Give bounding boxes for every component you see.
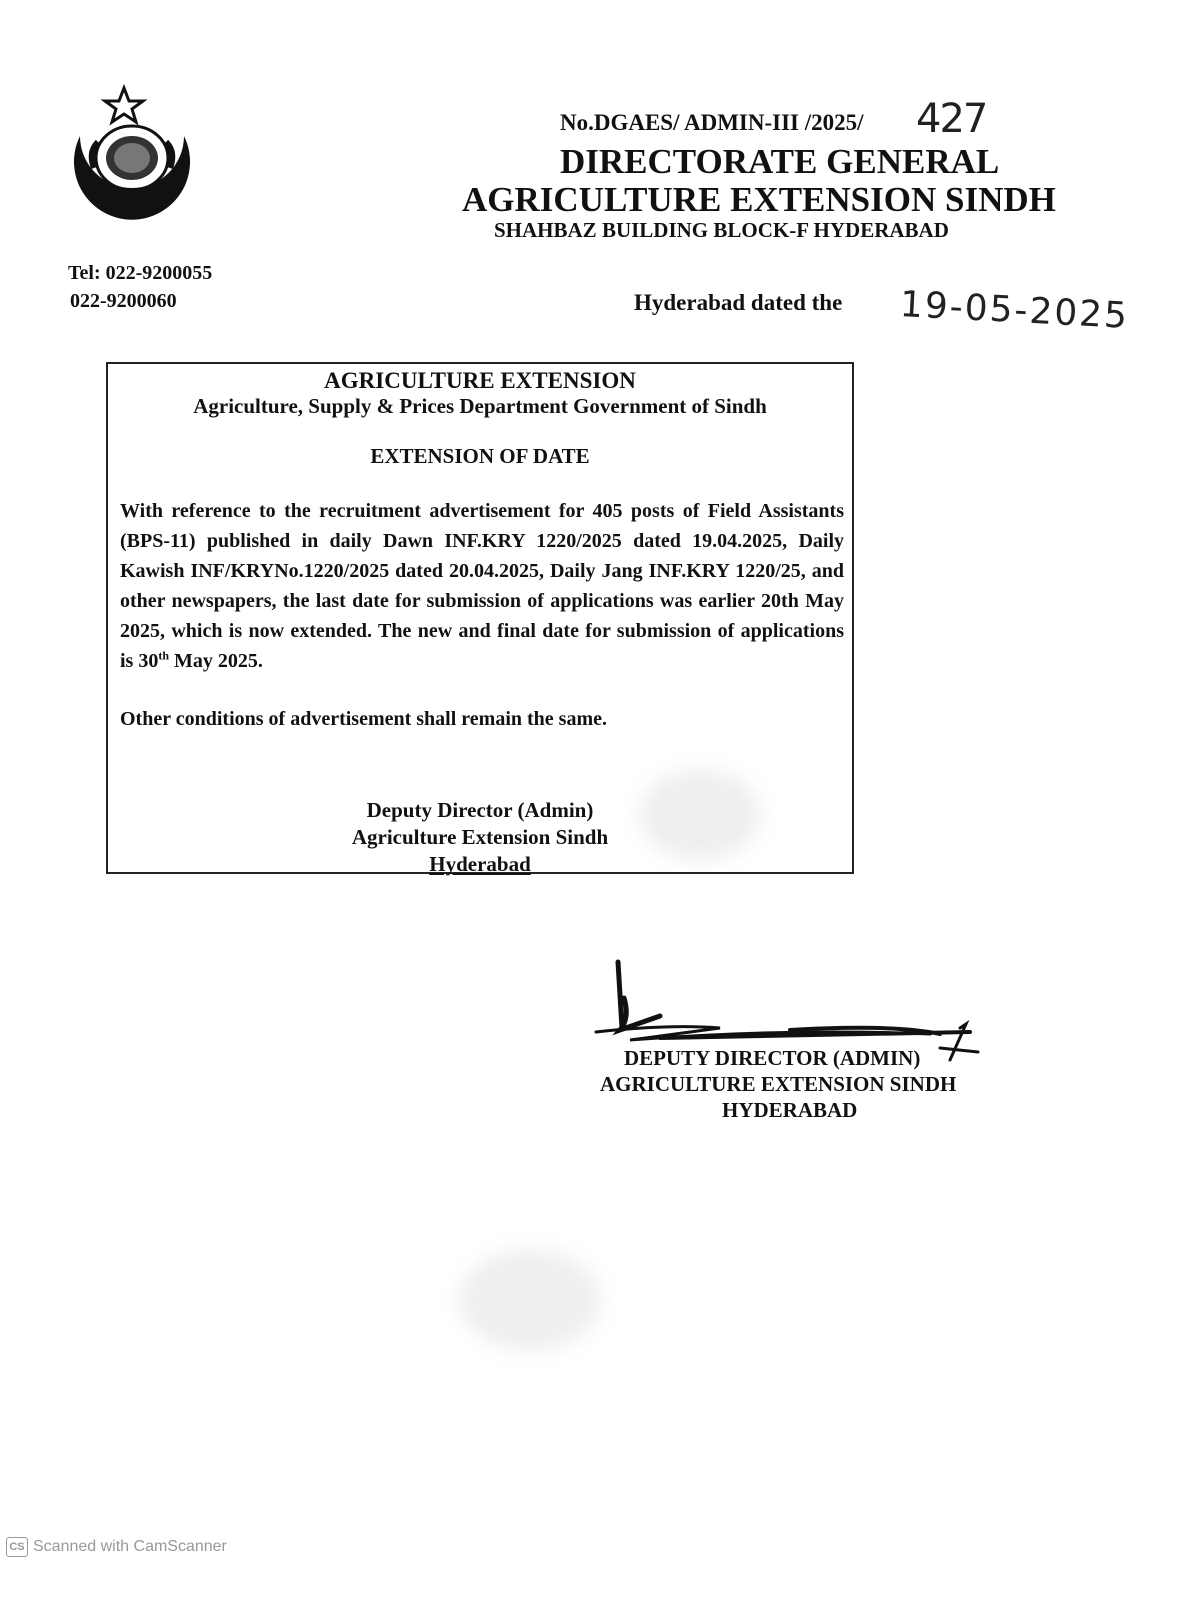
camscanner-watermark	[6, 1537, 227, 1557]
notice-body-superscript: th	[158, 648, 170, 663]
signature-title: DEPUTY DIRECTOR (ADMIN)	[624, 1046, 921, 1070]
organization-address: SHAHBAZ BUILDING BLOCK-F HYDERABAD	[494, 218, 949, 242]
smudge	[460, 1250, 600, 1350]
government-seal-emblem	[58, 84, 206, 234]
organization-name-line1: DIRECTORATE GENERAL	[560, 142, 1000, 181]
notice-body-text: With reference to the recruitment advertisement for 405 posts of Field Assistants (BPS-11) published in daily Dawn INF.KRY 1220/2025 dated 19.04.2025, Daily Kawish INF/KRYNo.1220/2025 dated 20.04.2025, Daily Jang INF.KRY 1220/25, and other newspapers, the last date for submission of applications was earlier 20th May 2025, which is now extended. The new and final date for submission of applications is 30	[120, 500, 844, 672]
camscanner-logo-icon: CS	[6, 1537, 28, 1557]
telephone-number-2: 022-9200060	[70, 290, 177, 312]
notice-body-end: May 2025.	[169, 650, 263, 672]
watermark-text: Scanned with CamScanner	[33, 1538, 227, 1555]
notice-subject: EXTENSION OF DATE	[370, 444, 590, 468]
notice-heading: AGRICULTURE EXTENSION	[324, 368, 636, 393]
date-handwritten: 19-05-2025	[898, 284, 1130, 337]
notice-signatory-title: Deputy Director (Admin)	[366, 798, 594, 822]
notice-body	[120, 496, 844, 676]
notice-signatory-org: Agriculture Extension Sindh	[351, 825, 609, 849]
notice-signatory-city: Hyderabad	[429, 852, 531, 876]
signature-organization: AGRICULTURE EXTENSION SINDH	[600, 1072, 957, 1096]
telephone-number-1: Tel: 022-9200055	[68, 262, 213, 284]
signature-city: HYDERABAD	[722, 1098, 858, 1122]
notice-department: Agriculture, Supply & Prices Department Government of Sindh	[193, 394, 767, 418]
reference-number: No.DGAES/ ADMIN-III /2025/	[560, 110, 864, 135]
reference-number-handwritten: 427	[916, 96, 987, 142]
date-label: Hyderabad dated the	[634, 290, 843, 315]
notice-conditions: Other conditions of advertisement shall remain the same.	[120, 708, 608, 730]
notice-box	[106, 362, 854, 874]
organization-name-line2: AGRICULTURE EXTENSION SINDH	[462, 180, 1056, 219]
